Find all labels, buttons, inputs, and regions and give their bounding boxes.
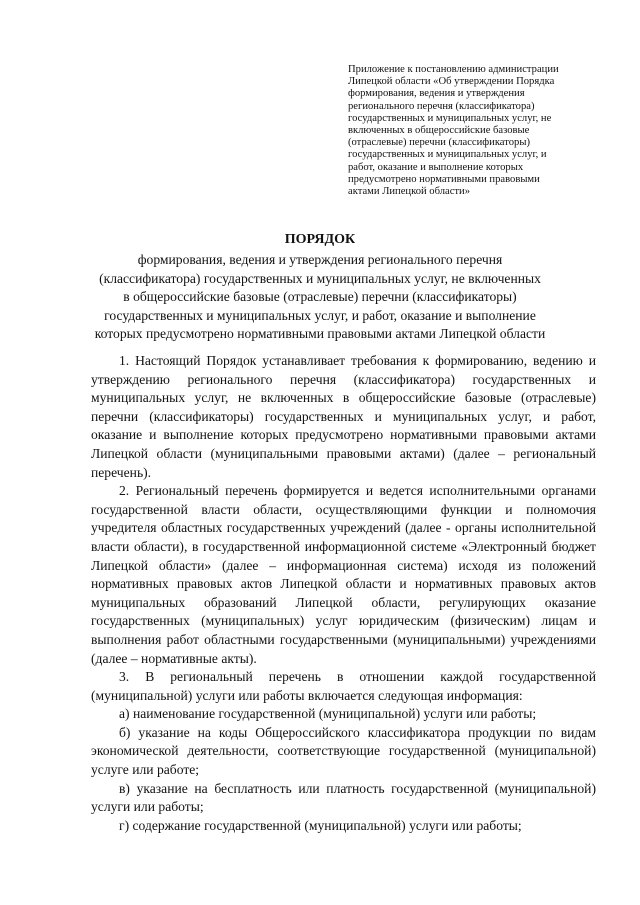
appendix-line: Липецкой области «Об утверждении Порядка (348, 76, 555, 88)
appendix-line: включенных в общероссийские базовые (348, 125, 530, 137)
paragraph-2: 2. Региональный перечень формируется и ведется исполнительными органами государственной власти области, осуществляющими функции и полномочия учредителя областных государственных учреждений (далее - органы исполнительной власти области), в государственной информационной системе «Электронный бюджет Липецкой области» (далее – информационная система) исходя из положений нормативных правовых актов Липецкой области и нормативных правовых актов муниципальных образований Липецкой области, регулирующих оказание государственных (муниципальных) услуг юридическим (физическим) лицам и выполнения работ областными государственными (муниципальными) учреждениями (далее – нормативные акты). (91, 483, 596, 666)
paragraph-1: 1. Настоящий Порядок устанавливает требования к формированию, ведению и утверждению регионального перечня (классификатора) государственных и муниципальных услуг, не включенных в общероссийские базовые (отраслевые) перечни (классификаторы) государственных и муниципальных услуг, и работ, оказание и выполнение которых предусмотрено нормативными правовыми актами Липецкой области (муниципальными правовыми актами) (далее – региональный перечень). (91, 353, 596, 480)
list-item-b: б) указание на коды Общероссийского классификатора продукции по видам экономической деятельности, соответствующие государственной (муниципальной) услуге или работе; (91, 724, 596, 778)
list-item-c: в) указание на бесплатность или платность государственной (муниципальной) услуги или работы; (91, 780, 596, 815)
document-title: ПОРЯДОК (284, 232, 356, 247)
appendix-line: актами Липецкой области» (348, 186, 471, 198)
subtitle-line: (классификатора) государственных и муниципальных услуг, не включенных (99, 270, 541, 286)
appendix-line: работ, оказание и выполнение которых (348, 161, 524, 173)
appendix-line: Приложение к постановлению администрации (348, 64, 559, 75)
paragraph-3: 3. В региональный перечень в отношении каждой государственной (муниципальной) услуги или работы включается следующая информация: (91, 669, 596, 703)
appendix-line: государственных и муниципальных услуг, не (348, 112, 552, 124)
appendix-line: регионального перечня (классификатора) (348, 100, 535, 112)
document-subtitle (40, 251, 600, 344)
list-item-d: г) содержание государственной (муниципальной) услуги или работы; (119, 817, 522, 833)
list-item-a: а) наименование государственной (муниципальной) услуги или работы; (119, 706, 537, 722)
subtitle-line: которых предусмотрено нормативными правовыми актами Липецкой области (94, 326, 546, 342)
subtitle-line: в общероссийские базовые (отраслевые) перечни (классификаторы) (123, 289, 517, 305)
appendix-line: (отраслевые) перечни (классификаторы) (348, 137, 530, 149)
subtitle-line: формирования, ведения и утверждения регионального перечня (137, 252, 503, 267)
appendix-line: формирования, ведения и утверждения (348, 88, 525, 100)
document-body (91, 352, 596, 835)
subtitle-line: государственных и муниципальных услуг, и работ, оказание и выполнение (104, 307, 536, 323)
appendix-line: государственных и муниципальных услуг, и (348, 149, 547, 161)
appendix-line: предусмотрено нормативными правовыми (348, 173, 540, 185)
appendix-note (348, 64, 600, 198)
